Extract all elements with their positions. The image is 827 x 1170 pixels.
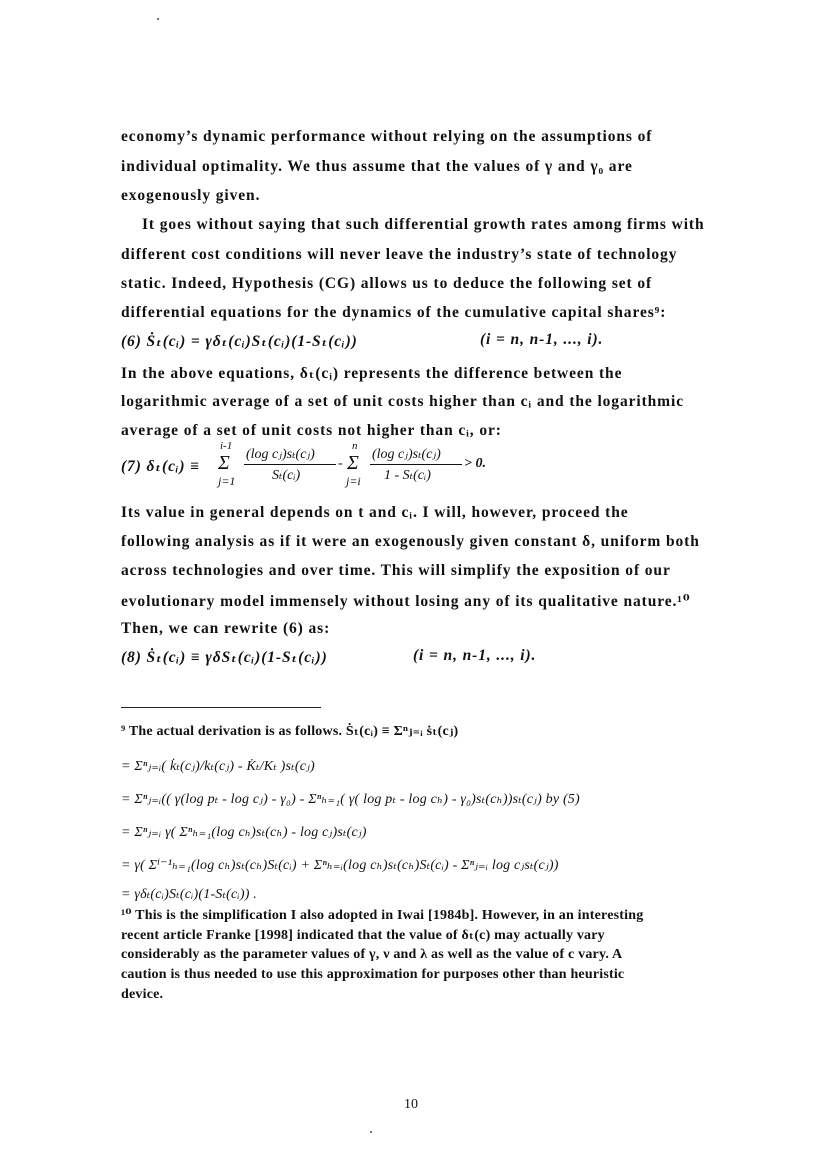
footnote-9-line-1: ⁹ The actual derivation is as follows. Ṡₜ(cᵢ) ≡ Σⁿⱼ₌ᵢ ṡₜ(cⱼ)	[121, 724, 459, 739]
body-line-12: following analysis as if it were an exogenously given constant δ, uniform both	[121, 533, 700, 550]
fraction-1-bar	[244, 464, 336, 465]
sum-1-lower: j=1	[218, 474, 236, 488]
equation-6-range: (i = n, n-1, ..., i).	[480, 331, 604, 348]
body-line-10: average of a set of unit costs not higher than cᵢ, or:	[121, 422, 502, 439]
equation-8-range: (i = n, n-1, ..., i).	[413, 647, 537, 664]
fraction-2-numerator: (log cⱼ)sₜ(cⱼ)	[372, 447, 441, 462]
minus-sign: -	[338, 456, 343, 471]
footnote-10-line-1: ¹⁰ This is the simplification I also adopted in Iwai [1984b]. However, in an interesting	[121, 908, 644, 923]
body-line-11: Its value in general depends on t and cᵢ. I will, however, proceed the	[121, 504, 629, 521]
sum-2-upper: n	[352, 440, 358, 452]
body-line-14: evolutionary model immensely without losing any of its qualitative nature.¹⁰	[121, 593, 691, 610]
body-line-8: In the above equations, δₜ(cᵢ) represents the difference between the	[121, 365, 623, 382]
fraction-1-numerator: (log cⱼ)sₜ(cⱼ)	[246, 447, 315, 462]
page-number: 10	[404, 1097, 418, 1112]
body-line-5: different cost conditions will never leave the industry’s state of technology	[121, 246, 678, 263]
footnote-10-line-5: device.	[121, 987, 164, 1002]
equation-8: (8) Ṡₜ(cᵢ) ≡ γδSₜ(cᵢ)(1-Sₜ(cᵢ))	[121, 649, 328, 666]
sum-2-lower: j=i	[346, 474, 361, 488]
body-line-15: Then, we can rewrite (6) as:	[121, 620, 331, 637]
body-line-1: economy’s dynamic performance without relying on the assumptions of	[121, 128, 653, 145]
sum-1-sign: Σ	[218, 452, 230, 474]
footnote-9-line-5: = γ( Σⁱ⁻¹ₕ₌₁(log cₕ)sₜ(cₕ)Sₜ(cᵢ) + Σⁿₕ₌ᵢ(log cₕ)sₜ(cₕ)Sₜ(cᵢ) - Σⁿⱼ₌ᵢ log cⱼsₜ(cⱼ))	[121, 858, 559, 873]
body-line-13: across technologies and over time. This will simplify the exposition of our	[121, 562, 671, 579]
fraction-2-denominator: 1 - Sₜ(cᵢ)	[384, 468, 431, 483]
footnote-9-line-6: = γδₜ(cᵢ)Sₜ(cᵢ)(1-Sₜ(cᵢ)) .	[121, 887, 257, 902]
body-line-7: differential equations for the dynamics of the cumulative capital shares⁹:	[121, 304, 667, 321]
footnote-9-line-2: = Σⁿⱼ₌ᵢ( k̇ₜ(cⱼ)/kₜ(cⱼ) - K̇ₜ/Kₜ )sₜ(cⱼ)	[121, 759, 315, 774]
sum-2-sign: Σ	[347, 452, 359, 474]
sum-1-upper: i-1	[220, 440, 233, 452]
footnote-rule	[121, 707, 321, 708]
footnote-9-line-3: = Σⁿⱼ₌ᵢ(( γ(log pₜ - log cⱼ) - γ₀) - Σⁿₕ₌₁( γ( log pₜ - log cₕ) - γ₀)sₜ(cₕ))sₜ(cⱼ) by (5)	[121, 792, 580, 807]
fraction-2-bar	[370, 464, 462, 465]
footnote-10-line-2: recent article Franke [1998] indicated that the value of δₜ(c) may actually vary	[121, 928, 605, 943]
fraction-1-denominator: Sₜ(cᵢ)	[272, 468, 301, 483]
inequality-tail: > 0.	[464, 456, 486, 471]
body-line-2: individual optimality. We thus assume that the values of γ and γ₀ are	[121, 158, 633, 175]
footnote-10-line-3: considerably as the parameter values of γ, ν and λ as well as the value of c vary. A	[121, 947, 623, 962]
footnote-9-line-4: = Σⁿⱼ₌ᵢ γ( Σⁿₕ₌₁(log cₕ)sₜ(cₕ) - log cⱼ)sₜ(cⱼ)	[121, 825, 367, 840]
body-line-6: static. Indeed, Hypothesis (CG) allows us to deduce the following set of	[121, 275, 653, 292]
body-line-3: exogenously given.	[121, 187, 261, 204]
body-line-9: logarithmic average of a set of unit costs higher than cᵢ and the logarithmic	[121, 393, 684, 410]
scan-speck	[157, 18, 159, 20]
equation-7-label: (7) δₜ(cᵢ) ≡	[121, 458, 200, 475]
scan-speck-bottom	[370, 1131, 372, 1133]
body-line-4: It goes without saying that such differential growth rates among firms with	[142, 216, 705, 233]
equation-6: (6) Ṡₜ(cᵢ) = γδₜ(cᵢ)Sₜ(cᵢ)(1-Sₜ(cᵢ))	[121, 333, 358, 350]
footnote-10-line-4: caution is thus needed to use this approximation for purposes other than heuristic	[121, 967, 625, 982]
